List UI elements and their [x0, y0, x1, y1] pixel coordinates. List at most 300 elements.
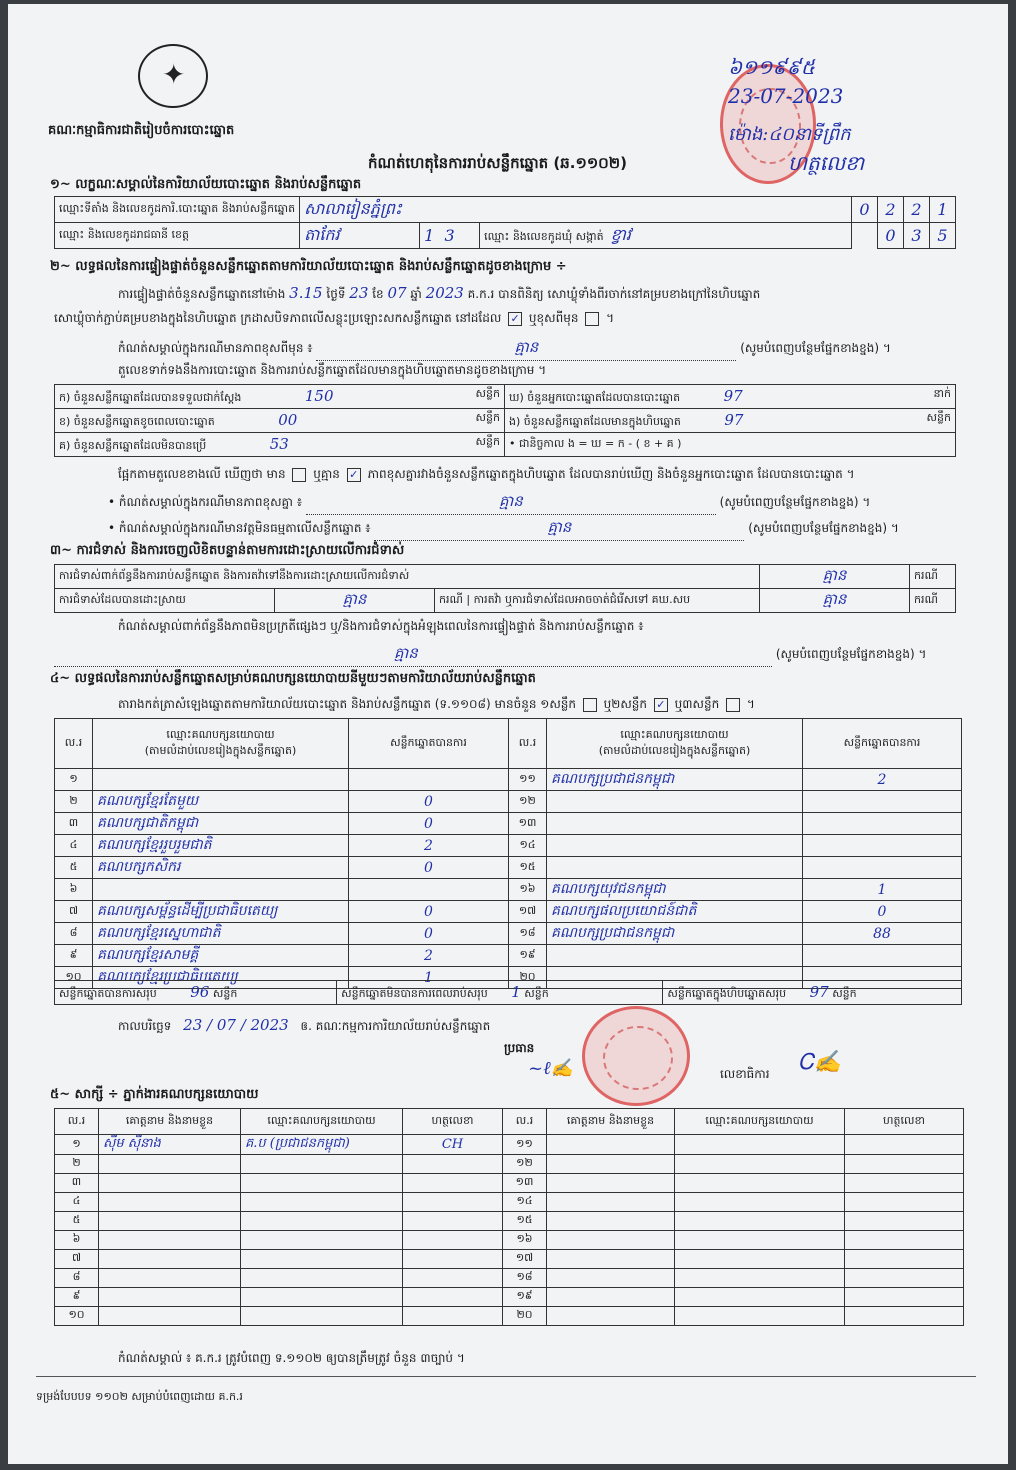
voters-cell: [505, 385, 956, 409]
irregular-note: [108, 518, 899, 541]
witness-name: [547, 1231, 675, 1250]
witness-party: [241, 1155, 403, 1174]
witness-row: [55, 1135, 964, 1155]
para1-part-c: ខែ: [372, 287, 384, 301]
witness-party: [675, 1250, 845, 1269]
appeal-case: ករណី: [910, 589, 956, 613]
complaints-table: [54, 564, 956, 613]
witness-party: [675, 1155, 845, 1174]
location-value: សាលារៀនភ្នំព្រះ: [300, 197, 852, 223]
party-votes: [349, 769, 509, 791]
complaints-value: គ្មាន: [760, 565, 910, 589]
results-row: [55, 791, 962, 813]
witness-party: [241, 1193, 403, 1212]
secretary-label: លេខាធិការ: [720, 1067, 770, 1081]
witness-signature: [845, 1212, 964, 1231]
commune-value: ខ្វាវ: [610, 224, 631, 244]
witness-number: ១០: [55, 1307, 99, 1326]
party-name: គណបក្សប្រជាជនកម្ពុជា: [547, 769, 803, 791]
witness-signature: [845, 1135, 964, 1155]
voters-label: ឃ) ចំនួនអ្នកបោះឆ្នោតដែលបានបោះឆ្នោត: [509, 390, 681, 404]
col-party-right-sub: (តាមលំដាប់លេខរៀងក្នុងសន្លឹកឆ្នោត): [598, 743, 751, 757]
received-unit: សន្លឹក: [475, 386, 500, 400]
witness-signature: [403, 1269, 503, 1288]
witness-party: [241, 1269, 403, 1288]
party-votes: 1: [349, 967, 509, 989]
witness-name: [99, 1307, 241, 1326]
party-name: គណបក្សខ្មែរតែមួយ: [93, 791, 349, 813]
received-value: 150: [304, 386, 334, 405]
witness-signature: [403, 1174, 503, 1193]
party-number: ៧: [55, 901, 93, 923]
witness-party: [675, 1193, 845, 1212]
party-name: [547, 857, 803, 879]
witness-party: [675, 1174, 845, 1193]
note2-label: • កំណត់សម្គាល់ក្នុងករណីមានភាពខុសគ្នា ៖: [108, 495, 303, 509]
party-votes: 0: [349, 857, 509, 879]
total-valid-label: សន្លឹកឆ្នោតបានការសរុប: [59, 986, 157, 1000]
results-row: [55, 923, 962, 945]
unused-label: គ) ចំនួនសន្លឹកឆ្នោតដែលមិនបានប្រើ: [59, 438, 207, 452]
witness-number: ១៣: [503, 1174, 547, 1193]
handwritten-date: 23-07-2023: [728, 84, 844, 108]
witness-row: [55, 1250, 964, 1269]
witness-number: ៩: [55, 1288, 99, 1307]
witness-signature: [845, 1231, 964, 1250]
witness-name: [547, 1155, 675, 1174]
form-page: [8, 4, 1008, 1464]
witness-number: ៥: [55, 1212, 99, 1231]
section3-note-suffix: (សូមបំពេញបន្ថែមផ្នែកខាងខ្នង) ។: [775, 647, 927, 661]
section2-heading: ២~ លទ្ធផលនៃការផ្ទៀងផ្ទាត់ចំនួនសន្លឹកឆ្នោតតាមការិយាល័យបោះឆ្នោត និងរាប់សន្លឹកឆ្នោតដូចខាងក្រោម ÷: [50, 259, 567, 274]
witness-row: [55, 1155, 964, 1174]
different-checkbox[interactable]: [585, 312, 599, 326]
nec-logo: [138, 44, 208, 108]
results-row: [55, 857, 962, 879]
witness-name: [99, 1193, 241, 1212]
party-votes: 2: [349, 945, 509, 967]
total-box-label: សន្លឹកឆ្នោតក្នុងហិបឆ្នោតសរុប: [667, 986, 787, 1000]
box-ballots-cell: [505, 409, 956, 433]
voters-unit: នាក់: [933, 386, 951, 400]
party-name: គណបក្សខ្មែរស្នេហាជាតិ: [93, 923, 349, 945]
form-title: កំណត់ហេតុនៃការរាប់សន្លឹកឆ្នោត (ឆ.១១០២): [368, 154, 628, 172]
section3-note: កំណត់សម្គាល់ពាក់ព័ន្ធនឹងភាពមិនប្រក្រតីផ្សេងៗ ឬ/និងការជំទាស់ក្នុងអំឡុងពេលនៃការផ្ទៀងផ្ទាត់ និងការរាប់សន្លឹកឆ្នោត ៖: [118, 619, 644, 633]
footer-form-label: ទម្រង់បែបបទ ១១០២ សម្រាប់បំពេញដោយ គ.ក.រ: [36, 1390, 243, 1403]
note-label: កំណត់សម្គាល់ក្នុងករណីមានភាពខុសពីមុន ៖: [118, 341, 313, 355]
section3-note-line: [54, 644, 926, 667]
vote-count-table: [54, 384, 956, 457]
intro-day: 23: [349, 284, 369, 302]
party-votes: [349, 879, 509, 901]
witness-signature: [403, 1288, 503, 1307]
location-code-3: 2: [904, 197, 930, 223]
party-number: ១៤: [509, 835, 547, 857]
witness-name: ស៊ីម ស៊ីនាង: [99, 1135, 241, 1155]
witness-row: [55, 1269, 964, 1288]
complaints-case: ករណី: [910, 565, 956, 589]
witness-number: ១២: [503, 1155, 547, 1174]
witness-party: [241, 1212, 403, 1231]
section4-heading: ៤~ លទ្ធផលនៃការរាប់សន្លឹកឆ្នោតសម្រាប់គណបក្សនយោបាយនីមួយៗតាមការិយាល័យរាប់សន្លឹកឆ្នោត: [50, 671, 536, 686]
party-number: ១០: [55, 967, 93, 989]
section2-note: [118, 338, 891, 361]
party-number: ៤: [55, 835, 93, 857]
total-box-cell: [663, 981, 962, 1005]
witness-number: ៣: [55, 1174, 99, 1193]
col-party-right: [547, 719, 803, 769]
party-votes: [803, 791, 962, 813]
witness-party: [675, 1135, 845, 1155]
section2-para1: [118, 284, 760, 304]
party-number: ៦: [55, 879, 93, 901]
party-name: [547, 945, 803, 967]
handwritten-signature: ហត្ថលេខា: [788, 151, 865, 175]
w-col-no-right: ល.រ: [503, 1109, 547, 1135]
total-box-unit: សន្លឹក: [832, 986, 857, 1000]
w-col-name-right: គោត្តនាម និងនាមខ្លួន: [547, 1109, 675, 1135]
witness-number: ៨: [55, 1269, 99, 1288]
witness-signature: [845, 1288, 964, 1307]
results-row: [55, 945, 962, 967]
col-party-left: [93, 719, 349, 769]
witness-party: [675, 1307, 845, 1326]
complaints-label: ការជំទាស់ពាក់ព័ន្ធនឹងការរាប់សន្លឹកឆ្នោត និងការតវ៉ាទៅនឹងការដោះស្រាយលើការជំទាស់: [55, 565, 760, 589]
party-name: [547, 791, 803, 813]
witness-signature: [403, 1250, 503, 1269]
province-value: តាកែវ: [300, 223, 420, 249]
witness-row: [55, 1212, 964, 1231]
witness-number: ៦: [55, 1231, 99, 1250]
party-number: ១៦: [509, 879, 547, 901]
witness-number: ១១: [503, 1135, 547, 1155]
party-name: [547, 835, 803, 857]
party-votes: 2: [349, 835, 509, 857]
location-code-1: 0: [852, 197, 878, 223]
intro-time: 3.15: [289, 284, 323, 302]
party-number: ១៥: [509, 857, 547, 879]
note-value: គ្មាន: [316, 338, 736, 361]
witness-name: [547, 1250, 675, 1269]
party-name: គណបក្សខ្មែររួបរួមជាតិ: [93, 835, 349, 857]
party-name: គណបក្សជាតិកម្ពុជា: [93, 813, 349, 835]
w-col-no-left: ល.រ: [55, 1109, 99, 1135]
section2-para3: តួលេខទាក់ទងនឹងការបោះឆ្នោត និងការរាប់សន្លឹកឆ្នោតដែលមានក្នុងហិបឆ្នោតមានដូចខាងក្រោម ។: [118, 363, 547, 377]
party-number: ១២: [509, 791, 547, 813]
party-number: ១៧: [509, 901, 547, 923]
section4-intro: តារាងកត់ត្រាសំឡេងឆ្នោតតាមការិយាល័យបោះឆ្នោត និងរាប់សន្លឹកឆ្នោត (ទ.១១០៨) មានចំនួន ១សន្លឹក ឬ២សន្លឹក ✓ ឬ៣សន្លឹក ។: [118, 697, 755, 711]
party-number: ១៨: [509, 923, 547, 945]
intro-year: 2023: [425, 284, 464, 302]
committee-label: ឲ. គណៈកម្មការការិយាល័យរាប់សន្លឹកឆ្នោត: [300, 1019, 491, 1033]
witness-number: ១៩: [503, 1288, 547, 1307]
location-code-4: 1: [930, 197, 956, 223]
spoiled-value: 00: [278, 410, 298, 429]
witness-party: គ.ប (ប្រជាជនកម្ពុជា): [241, 1135, 403, 1155]
spoiled-ballots-cell: [55, 409, 505, 433]
witness-number: ១: [55, 1135, 99, 1155]
party-number: ១១: [509, 769, 547, 791]
col-party-left-title: ឈ្មោះគណបក្សនយោបាយ: [166, 727, 275, 741]
witness-party: [675, 1269, 845, 1288]
commune-code-3: 5: [930, 223, 956, 249]
witness-row: [55, 1288, 964, 1307]
province-code: [420, 223, 480, 249]
two-sheet-checkbox[interactable]: ✓: [654, 698, 668, 712]
section3-heading: ៣~ ការជំទាស់ និងការចេញលិខិតបន្ទាន់តាមការដោះស្រាយលើការជំទាស់: [50, 543, 405, 558]
para1-part-b: ថ្ងៃទី: [326, 287, 346, 301]
spoiled-unit: សន្លឹក: [475, 410, 500, 424]
results-table: [54, 718, 962, 989]
party-votes: 0: [349, 901, 509, 923]
witness-name: [99, 1269, 241, 1288]
para2-text: សោឃ្លុំចាក់ភ្ជាប់គម្របខាងក្នុងនៃហិបឆ្នោត ក្រដាសបិទភាពលើសន្លុះប្រឡោះសកសន្លឹកឆ្នោត នៅដដែល: [54, 311, 502, 325]
resolved-value: គ្មាន: [275, 589, 435, 613]
witness-table: [54, 1108, 964, 1326]
party-votes: 0: [349, 813, 509, 835]
note2-suffix: (សូមបំពេញបន្ថែមផ្នែកខាងខ្នង) ។: [719, 495, 871, 509]
results-row: [55, 901, 962, 923]
commune-code-2: 3: [904, 223, 930, 249]
witness-signature: [845, 1250, 964, 1269]
match-text-3: ភាពខុសគ្នារវាងចំនួនសន្លឹកឆ្នោតក្នុងហិបឆ្នោត ដែលបានរាប់ឃើញ និងចំនួនអ្នកបោះឆ្នោត ដែលបានបោះឆ្នោត ។: [367, 467, 855, 481]
party-votes: [803, 857, 962, 879]
para1-part-d: ឆ្នាំ: [410, 287, 422, 301]
party-votes: 0: [349, 791, 509, 813]
resolved-case: ករណី: [439, 592, 463, 606]
witness-row: [55, 1307, 964, 1326]
witness-number: ៤: [55, 1193, 99, 1212]
witness-name: [547, 1193, 675, 1212]
handwritten-number: ៦១១៩៩៥: [728, 55, 815, 79]
unused-unit: សន្លឹក: [475, 434, 500, 448]
voters-value: 97: [723, 386, 743, 405]
note2-value: គ្មាន: [306, 492, 716, 515]
party-votes: [803, 945, 962, 967]
date-value: 23 / 07 / 2023: [183, 1016, 289, 1034]
results-row: [55, 769, 962, 791]
unused-value: 53: [269, 434, 289, 453]
witness-row: [55, 1174, 964, 1193]
witness-number: ២០: [503, 1307, 547, 1326]
total-valid-unit: សន្លឹក: [212, 986, 238, 1000]
witness-number: ២: [55, 1155, 99, 1174]
w-col-party-right: ឈ្មោះគណបក្សនយោបាយ: [675, 1109, 845, 1135]
received-label: ក) ចំនួនសន្លឹកឆ្នោតដែលបានទទួលជាក់ស្តែង: [59, 390, 242, 404]
difference-note: [108, 492, 870, 515]
commune-label: ឈ្មោះ និងលេខកូដឃុំ សង្កាត់: [484, 229, 604, 243]
witness-party: [241, 1231, 403, 1250]
party-votes: 1: [803, 879, 962, 901]
witness-signature: [845, 1307, 964, 1326]
party-number: ៨: [55, 923, 93, 945]
para1-part-e: គ.ក.រ បានពិនិត្យ សោឃ្លុំទាំងពីរចាក់នៅគម្របខាងក្រៅនៃហិបឆ្នោត: [467, 287, 761, 301]
party-number: ៣: [55, 813, 93, 835]
has-difference-checkbox[interactable]: [292, 468, 306, 482]
col-votes-right: សន្លឹកឆ្នោតបានការ: [803, 719, 962, 769]
witness-name: [547, 1174, 675, 1193]
section1-heading: ១~ លក្ខណៈសម្គាល់នៃការិយាល័យបោះឆ្នោត និងរាប់សន្លឹកឆ្នោត: [50, 177, 362, 192]
party-votes: 0: [349, 923, 509, 945]
note3-label: • កំណត់សម្គាល់ក្នុងករណីមានវត្តមិនធម្មតាលើសន្លឹកឆ្នោត ៖: [108, 521, 371, 535]
witness-party: [241, 1307, 403, 1326]
match-line: [118, 466, 855, 484]
chair-signature: ~ℓ✍: [528, 1058, 573, 1079]
party-votes: [803, 835, 962, 857]
total-box-value: 97: [809, 982, 829, 1001]
section3-note-value: គ្មាន: [54, 644, 772, 667]
col-no-left: ល.រ: [55, 719, 93, 769]
witness-signature: [403, 1155, 503, 1174]
party-number: ២០: [509, 967, 547, 989]
resolved-label: ការជំទាស់ដែលបានដោះស្រាយ: [55, 589, 275, 613]
party-number: ៥: [55, 857, 93, 879]
section2-para2: សោឃ្លុំចាក់ភ្ជាប់គម្របខាងក្នុងនៃហិបឆ្នោត ក្រដាសបិទភាពលើសន្លុះប្រឡោះសកសន្លឹកឆ្នោត នៅដដែល ✓ ឬខុសពីមុន ។: [54, 311, 614, 325]
witness-party: [675, 1231, 845, 1250]
w-col-name-left: គោត្តនាម និងនាមខ្លួន: [99, 1109, 241, 1135]
witness-row: [55, 1193, 964, 1212]
witness-number: ៧: [55, 1250, 99, 1269]
witness-name: [547, 1135, 675, 1155]
party-name: គណបក្សខ្មែរប្រជាធិបតេយ្យ: [93, 967, 349, 989]
match-text-2: ឬគ្មាន: [313, 467, 340, 481]
party-name: គណបក្សយុវជនកម្ពុជា: [547, 879, 803, 901]
total-valid-value: 96: [190, 982, 210, 1001]
spoiled-label: ខ) ចំនួនសន្លឹកឆ្នោតខូចពេលបោះឆ្នោត: [59, 414, 215, 428]
intro-text-c: ឬ៣សន្លឹក: [674, 697, 720, 711]
witness-name: [99, 1288, 241, 1307]
handwritten-time: ម៉ោង:៤០នាទីព្រឹក: [728, 124, 851, 145]
witness-row: [55, 1231, 964, 1250]
note-suffix: (សូមបំពេញបន្ថែមផ្នែកខាងខ្នង) ។: [740, 341, 891, 355]
witness-signature: [403, 1231, 503, 1250]
party-votes: 2: [803, 769, 962, 791]
footer-divider: [36, 1376, 976, 1377]
party-number: ១: [55, 769, 93, 791]
party-number: ១៩: [509, 945, 547, 967]
box-ballots-value: 97: [724, 410, 744, 429]
unused-ballots-cell: [55, 433, 505, 457]
party-name: គណបក្សផលប្រយោជន៍ជាតិ: [547, 901, 803, 923]
same-checkbox[interactable]: ✓: [508, 312, 522, 326]
total-invalid-value: 1: [511, 982, 521, 1001]
chair-label: ប្រធាន: [504, 1041, 535, 1055]
witness-party: [675, 1212, 845, 1231]
one-sheet-checkbox[interactable]: [583, 698, 597, 712]
province-label: ឈ្មោះ និងលេខកូដរាជធានី ខេត្ត: [55, 223, 300, 249]
col-votes-left: សន្លឹកឆ្នោតបានការ: [349, 719, 509, 769]
three-sheet-checkbox[interactable]: [726, 698, 740, 712]
party-number: ១៣: [509, 813, 547, 835]
section5-heading: ៥~ សាក្សី ÷ ភ្នាក់ងារគណបក្សនយោបាយ: [50, 1087, 259, 1102]
total-invalid-unit: សន្លឹក: [524, 986, 549, 1000]
col-party-left-sub: (តាមលំដាប់លេខរៀងក្នុងសន្លឹកឆ្នោត): [144, 743, 297, 757]
match-text: ផ្អែកតាមតួលេខខាងលើ ឃើញថា មាន: [118, 467, 286, 481]
total-invalid-label: សន្លឹកឆ្នោតមិនបានការពេលរាប់សរុប: [341, 986, 488, 1000]
w-col-party-left: ឈ្មោះគណបក្សនយោបាយ: [241, 1109, 403, 1135]
province-code-2: 3: [444, 226, 455, 245]
w-col-sign-left: ហត្ថលេខា: [403, 1109, 503, 1135]
witness-name: [99, 1231, 241, 1250]
party-name: គណបក្សកសិករ: [93, 857, 349, 879]
witness-signature: [845, 1174, 964, 1193]
intro-text: តារាងកត់ត្រាសំឡេងឆ្នោតតាមការិយាល័យបោះឆ្នោត និងរាប់សន្លឹកឆ្នោត (ទ.១១០៨) មានចំនួន ១សន្លឹក: [118, 697, 576, 711]
witness-party: [241, 1288, 403, 1307]
note3-suffix: (សូមបំពេញបន្ថែមផ្នែកខាងខ្នង) ។: [748, 521, 899, 535]
received-ballots-cell: [55, 385, 505, 409]
organization-name: គណៈកម្មាធិការជាតិរៀបចំការបោះឆ្នោត: [48, 123, 235, 138]
party-number: ២: [55, 791, 93, 813]
party-name: [93, 879, 349, 901]
total-valid-cell: [55, 981, 337, 1005]
party-name: [93, 769, 349, 791]
formula-cell: • ជានិច្ចកាល ង = ឃ = ក - ( ខ + គ ): [505, 433, 956, 457]
commune-code-1: 0: [878, 223, 904, 249]
no-difference-checkbox[interactable]: ✓: [347, 468, 361, 482]
intro-text-b: ឬ២សន្លឹក: [603, 697, 648, 711]
party-number: ៩: [55, 945, 93, 967]
witness-name: [99, 1250, 241, 1269]
party-votes: [803, 813, 962, 835]
party-name: គណបក្សខ្មែរសាមគ្គី: [93, 945, 349, 967]
witness-name: [547, 1212, 675, 1231]
total-invalid-cell: [337, 981, 663, 1005]
witness-number: ១៤: [503, 1193, 547, 1212]
party-name: គណបក្សប្រជាជនកម្ពុជា: [547, 923, 803, 945]
para2-text-b: ឬខុសពីមុន: [528, 311, 579, 325]
official-stamp-bottom: [582, 1006, 690, 1106]
results-totals: [54, 980, 962, 1005]
signing-date-line: [118, 1016, 490, 1036]
secretary-signature: Ꮯ✍: [798, 1050, 842, 1075]
party-votes: 88: [803, 923, 962, 945]
appeal-label: ការតវ៉ា ឬការជំទាស់ដែលអាចចាត់ជំរើសទៅ គឃ.សប: [473, 592, 691, 606]
witness-name: [99, 1212, 241, 1231]
witness-name: [99, 1174, 241, 1193]
witness-name: [99, 1155, 241, 1174]
col-party-right-title: ឈ្មោះគណបក្សនយោបាយ: [620, 727, 729, 741]
province-code-1: 1: [424, 226, 435, 245]
party-name: [547, 813, 803, 835]
witness-signature: [845, 1269, 964, 1288]
witness-signature: [845, 1193, 964, 1212]
col-no-right: ល.រ: [509, 719, 547, 769]
witness-signature: [403, 1307, 503, 1326]
resolved-case-and-appeal: ករណី | ការតវ៉ា ឬការជំទាស់ដែលអាចចាត់ជំរើសទៅ គឃ.សប: [435, 589, 760, 613]
witness-party: [241, 1250, 403, 1269]
witness-signature: [403, 1212, 503, 1231]
witness-name: [547, 1269, 675, 1288]
commune-cell: [480, 223, 852, 249]
w-col-sign-right: ហត្ថលេខា: [845, 1109, 964, 1135]
witness-number: ១៥: [503, 1212, 547, 1231]
results-row: [55, 879, 962, 901]
party-name: គណបក្សសម្ព័ន្ធដើម្បីប្រជាធិបតេយ្យ: [93, 901, 349, 923]
box-ballots-unit: សន្លឹក: [926, 410, 951, 424]
witness-number: ១៧: [503, 1250, 547, 1269]
note3-value: គ្មាន: [374, 518, 744, 541]
appeal-value: គ្មាន: [760, 589, 910, 613]
witness-number: ១៦: [503, 1231, 547, 1250]
box-ballots-label: ង) ចំនួនសន្លឹកឆ្នោតដែលមានក្នុងហិបឆ្នោត: [509, 414, 681, 428]
party-votes: 0: [803, 901, 962, 923]
date-label: កាលបរិច្ឆេទ: [118, 1019, 172, 1033]
witness-name: [547, 1307, 675, 1326]
witness-number: ១៨: [503, 1269, 547, 1288]
location-code-2: 2: [878, 197, 904, 223]
witness-party: [241, 1174, 403, 1193]
witness-signature: [845, 1155, 964, 1174]
